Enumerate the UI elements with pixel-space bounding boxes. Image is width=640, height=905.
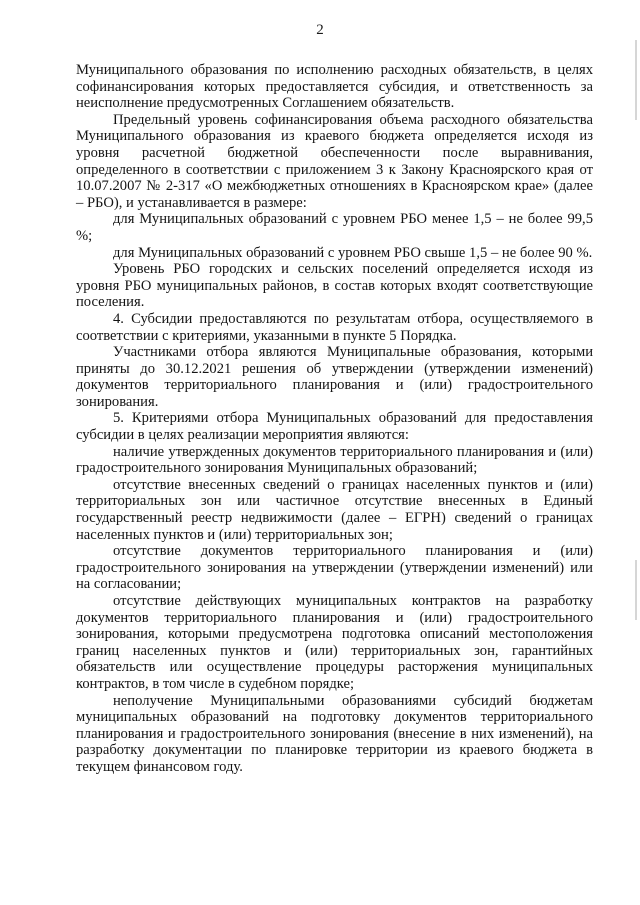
paragraph-participants: Участниками отбора являются Муниципальные образования, которыми приняты до 30.12.2021 решения об утверждении (утверждении изменений) документов территориального планирования и (или) градостроительного зонирования. bbox=[76, 344, 593, 410]
paragraph-rbo-above: для Муниципальных образований с уровнем РБО свыше 1,5 – не более 90 %. bbox=[113, 244, 593, 261]
paragraph-item-4: 4. Субсидии предоставляются по результатам отбора, осуществляемого в соответствии с критериями, указанными в пункте 5 Порядка. bbox=[76, 310, 593, 344]
document-body bbox=[76, 62, 593, 776]
paragraph-rbo-settlements: Уровень РБО городских и сельских поселений определяется исходя из уровня РБО муниципальных районов, в состав которых входят соответствующие поселения. bbox=[76, 261, 593, 311]
paragraph-criterion-1: наличие утвержденных документов территориального планирования и (или) градостроительного зонирования Муниципальных образований; bbox=[76, 443, 593, 477]
paragraph-continuation: Муниципального образования по исполнению расходных обязательств, в целях софинансирования которых предоставляется субсидия, и ответственность за неисполнение предусмотренных Соглашением обязательств. bbox=[76, 62, 593, 112]
scan-edge-mark bbox=[635, 560, 637, 620]
page-number: 2 bbox=[316, 22, 324, 38]
scan-edge-mark bbox=[635, 40, 637, 120]
paragraph-criterion-5: неполучение Муниципальными образованиями субсидий бюджетам муниципальных образований на подготовку документов территориального планирования и градостроительного зонирования (внесение в них изменений), на разработку документации по планировке территории из краевого бюджета в текущем финансовом году. bbox=[76, 692, 593, 775]
paragraph-item-5: 5. Критериями отбора Муниципальных образований для предоставления субсидии в целях реализации мероприятия являются: bbox=[76, 410, 593, 444]
paragraph-cofinancing-limit: Предельный уровень софинансирования объема расходного обязательства Муниципального образования из краевого бюджета определяется исходя из уровня расчетной бюджетной обеспеченности после выравнивания, определенного в соответствии с приложением 3 к Закону Красноярского края от 10.07.2007 № 2-317 «О межбюджетных отношениях в Красноярском крае» (далее – РБО), и устанавливается в размере: bbox=[76, 111, 593, 211]
paragraph-criterion-2: отсутствие внесенных сведений о границах населенных пунктов и (или) территориальных зон или частичное отсутствие внесенных в Единый государственный реестр недвижимости (далее – ЕГРН) сведений о границах населенных пунктов и (или) территориальных зон; bbox=[76, 476, 593, 543]
paragraph-criterion-3: отсутствие документов территориального планирования и (или) градостроительного зонирования на утверждении (утверждении изменений) или на согласовании; bbox=[76, 543, 593, 593]
paragraph-rbo-below: для Муниципальных образований с уровнем РБО менее 1,5 – не более 99,5 %; bbox=[76, 211, 593, 244]
paragraph-criterion-4: отсутствие действующих муниципальных контрактов на разработку документов территориального планирования и (или) градостроительного зонирования, которыми предусмотрена подготовка описаний местоположения границ населенных пунктов и (или) территориальных зон, гарантийных обязательств или осуществление процедуры расторжения муниципальных контрактов, в том числе в судебном порядке; bbox=[76, 593, 593, 692]
